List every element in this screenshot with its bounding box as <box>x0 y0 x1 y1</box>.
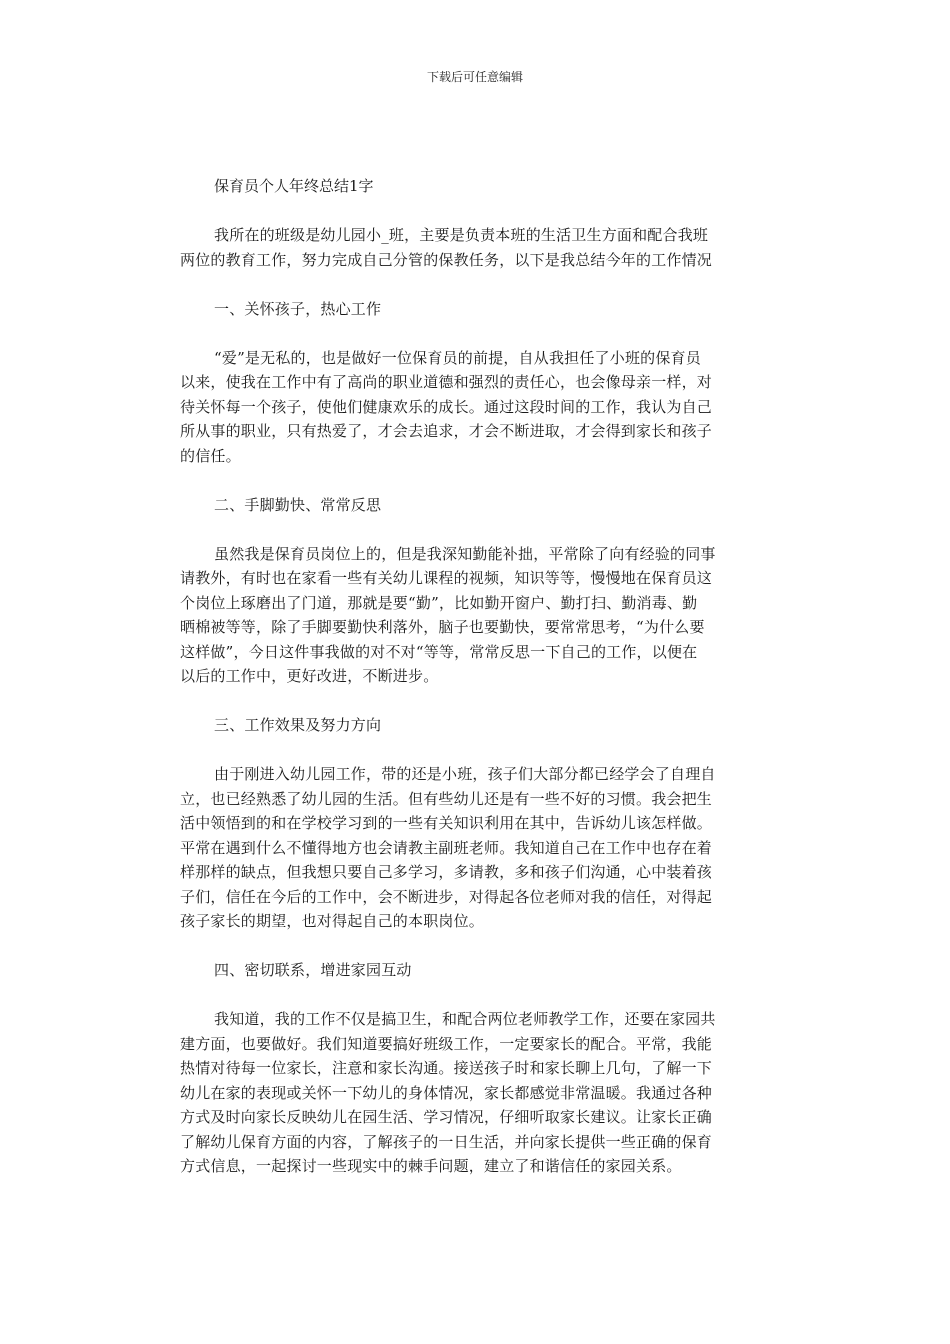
paragraph-line: 个岗位上琢磨出了门道，那就是要“勤”，比如勤开窗户、勤打扫、勤消毒、勤 <box>180 593 698 612</box>
paragraph-line: 虽然我是保育员岗位上的，但是我深知勤能补拙，平常除了向有经验的同事 <box>214 544 716 563</box>
intro-line: 两位的教育工作，努力完成自己分管的保教任务，以下是我总结今年的工作情况 <box>180 250 713 269</box>
paragraph-line: 子们，信任在今后的工作中，会不断进步，对得起各位老师对我的信任，对得起 <box>180 887 713 906</box>
paragraph-line: 的信任。 <box>180 446 241 465</box>
paragraph-line: 了解幼儿保育方面的内容，了解孩子的一日生活，并向家长提供一些正确的保育 <box>180 1132 713 1151</box>
paragraph-line: 方式及时向家长反映幼儿在园生活、学习情况，仔细听取家长建议。让家长正确 <box>180 1108 713 1126</box>
paragraph-line: 待关怀每一个孩子，使他们健康欢乐的成长。通过这段时间的工作，我认为自己 <box>180 397 713 416</box>
paragraph-line: 平常在遇到什么不懂得地方也会请教主副班老师。我知道自己在工作中也存在着 <box>180 838 713 857</box>
spacer <box>180 272 773 297</box>
paragraph-line: 我知道，我的工作不仅是搞卫生，和配合两位老师教学工作，还要在家园共 <box>214 1010 716 1028</box>
document-body <box>180 174 773 1179</box>
paragraph-line: 热情对待每一位家长，注意和家长沟通。接送孩子时和家长聊上几句，了解一下 <box>180 1059 713 1077</box>
paragraph-line: 幼儿在家的表现或关怀一下幼儿的身体情况，家长都感觉非常温暖。我通过各种 <box>180 1083 713 1102</box>
paragraph-line: 样那样的缺点，但我想只要自己多学习，多请教，多和孩子们沟通，心中装着孩 <box>180 863 713 881</box>
spacer <box>180 689 773 714</box>
paragraph-line: 所从事的职业，只有热爱了，才会去追求，才会不断进取，才会得到家长和孩子 <box>180 422 713 440</box>
spacer <box>180 517 773 542</box>
intro-line: 我所在的班级是幼儿园小_班，主要是负责本班的生活卫生方面和配合我班 <box>214 226 709 244</box>
paragraph-line: 活中领悟到的和在学校学习到的一些有关知识利用在其中，告诉幼儿该怎样做。 <box>180 814 713 832</box>
spacer <box>180 934 773 959</box>
spacer <box>180 199 773 224</box>
section-heading: 四、密切联系，增进家园互动 <box>214 961 412 979</box>
paragraph-line: 请教外，有时也在家看一些有关幼儿课程的视频，知识等等，慢慢地在保育员这 <box>180 569 713 587</box>
paragraph-line: 由于刚进入幼儿园工作，带的还是小班，孩子们大部分都已经学会了自理自 <box>214 765 716 783</box>
paragraph-line: 孩子家长的期望，也对得起自己的本职岗位。 <box>180 912 485 930</box>
paragraph-line: 方式信息，一起探讨一些现实中的棘手问题，建立了和谐信任的家园关系。 <box>180 1157 682 1175</box>
paragraph-line: 立，也已经熟悉了幼儿园的生活。但有些幼儿还是有一些不好的习惯。我会把生 <box>180 789 713 808</box>
paragraph-line: “爱”是无私的，也是做好一位保育员的前提，自从我担任了小班的保育员 <box>214 348 701 367</box>
section-heading: 三、工作效果及努力方向 <box>214 716 382 734</box>
paragraph-line: 这样做”，今日这件事我做的对不对“等等，常常反思一下自己的工作，以便在 <box>180 642 698 661</box>
paragraph-line: 以来，使我在工作中有了高尚的职业道德和强烈的责任心，也会像母亲一样，对 <box>180 373 713 391</box>
section-heading: 一、关怀孩子，热心工作 <box>214 299 382 318</box>
paragraph-line: 建方面，也要做好。我们知道要搞好班级工作，一定要家长的配合。平常，我能 <box>180 1034 713 1053</box>
paragraph-line: 以后的工作中，更好改进，不断进步。 <box>180 667 439 685</box>
paragraph-line: 晒棉被等等，除了手脚要勤快利落外，脑子也要勤快，要常常思考，“为什么要 <box>180 618 705 636</box>
spacer <box>180 983 773 1008</box>
spacer <box>180 468 773 493</box>
document-title: 保育员个人年终总结1字 <box>214 177 374 195</box>
section-heading: 二、手脚勤快、常常反思 <box>214 495 382 514</box>
header-note: 下载后可任意编辑 <box>426 70 523 84</box>
spacer <box>180 738 773 763</box>
spacer <box>180 321 773 346</box>
